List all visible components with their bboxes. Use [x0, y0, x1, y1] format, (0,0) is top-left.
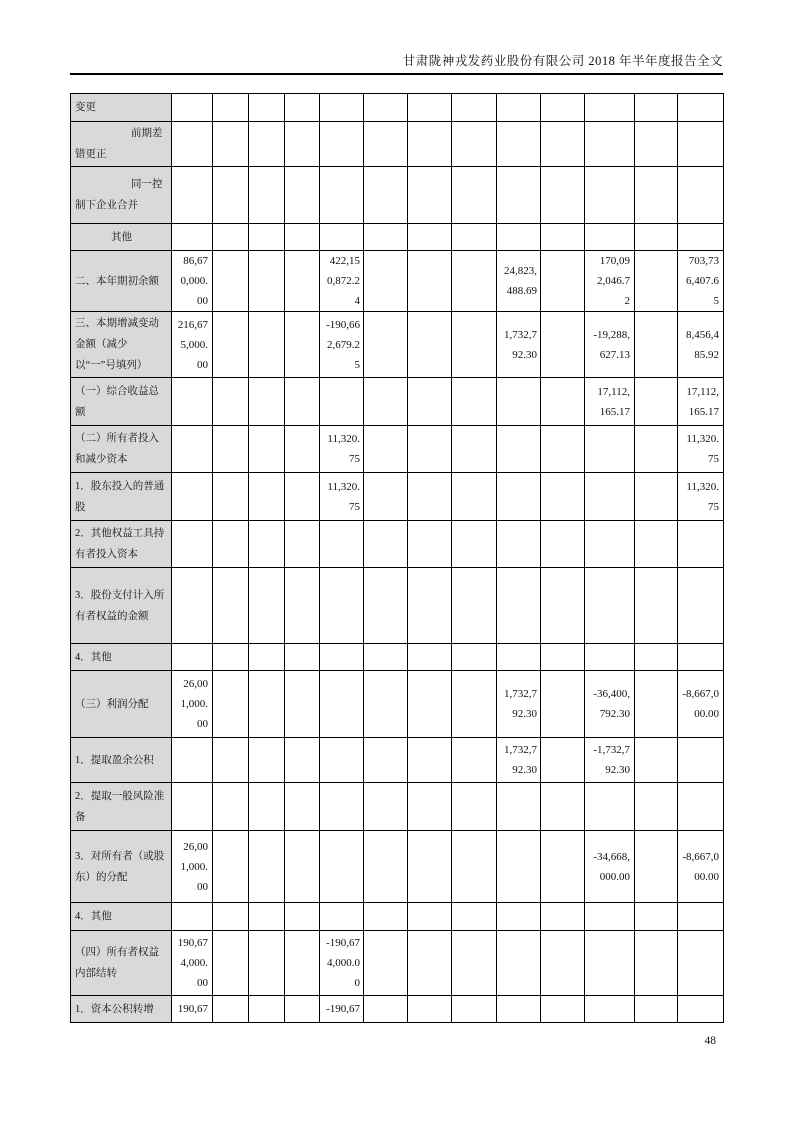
- value-cell: [452, 94, 497, 122]
- value-cell: [541, 224, 585, 251]
- value-cell: 1,732,792.30: [497, 738, 541, 783]
- value-cell: 190,67: [172, 996, 213, 1023]
- value-cell: [172, 738, 213, 783]
- value-cell: 11,320.75: [678, 473, 724, 521]
- value-cell: [408, 568, 452, 644]
- value-cell: 86,670,000.00: [172, 251, 213, 312]
- value-cell: [541, 426, 585, 473]
- value-cell: [585, 996, 635, 1023]
- value-cell: [285, 473, 320, 521]
- value-cell: 190,674,000.00: [172, 931, 213, 996]
- row-label: 3．对所有者（或股东）的分配: [71, 831, 172, 903]
- value-cell: [249, 473, 285, 521]
- value-cell: [635, 903, 678, 931]
- value-cell: [541, 568, 585, 644]
- value-cell: [408, 996, 452, 1023]
- value-cell: [213, 426, 249, 473]
- value-cell: [364, 94, 408, 122]
- value-cell: [408, 224, 452, 251]
- value-cell: [541, 251, 585, 312]
- row-label: 前期差错更正: [71, 122, 172, 167]
- value-cell: 703,736,407.65: [678, 251, 724, 312]
- value-cell: 422,150,872.24: [320, 251, 364, 312]
- value-cell: [452, 521, 497, 568]
- value-cell: [408, 378, 452, 426]
- value-cell: [541, 122, 585, 167]
- value-cell: 11,320.75: [320, 473, 364, 521]
- equity-change-table-body: [71, 94, 724, 1023]
- value-cell: [285, 644, 320, 671]
- value-cell: [172, 521, 213, 568]
- table-row: [71, 122, 724, 167]
- value-cell: [213, 122, 249, 167]
- value-cell: [497, 521, 541, 568]
- value-cell: [408, 783, 452, 831]
- value-cell: [678, 931, 724, 996]
- value-cell: [585, 426, 635, 473]
- value-cell: [364, 568, 408, 644]
- value-cell: -19,288,627.13: [585, 312, 635, 378]
- value-cell: [585, 568, 635, 644]
- value-cell: [364, 903, 408, 931]
- value-cell: [249, 738, 285, 783]
- value-cell: [497, 167, 541, 224]
- value-cell: [249, 521, 285, 568]
- value-cell: [285, 521, 320, 568]
- value-cell: [678, 738, 724, 783]
- value-cell: [497, 644, 541, 671]
- value-cell: [585, 167, 635, 224]
- value-cell: [635, 644, 678, 671]
- value-cell: [364, 931, 408, 996]
- value-cell: [585, 521, 635, 568]
- value-cell: [249, 996, 285, 1023]
- value-cell: [635, 521, 678, 568]
- value-cell: [285, 312, 320, 378]
- value-cell: [364, 738, 408, 783]
- value-cell: 216,675,000.00: [172, 312, 213, 378]
- value-cell: [285, 783, 320, 831]
- row-label: 1．股东投入的普通股: [71, 473, 172, 521]
- value-cell: [497, 831, 541, 903]
- value-cell: [452, 312, 497, 378]
- value-cell: [452, 426, 497, 473]
- value-cell: [408, 903, 452, 931]
- value-cell: [172, 426, 213, 473]
- value-cell: [408, 831, 452, 903]
- value-cell: [452, 903, 497, 931]
- value-cell: [408, 644, 452, 671]
- value-cell: -190,662,679.25: [320, 312, 364, 378]
- value-cell: [585, 224, 635, 251]
- equity-change-table: [70, 93, 724, 1023]
- value-cell: [408, 94, 452, 122]
- value-cell: [452, 167, 497, 224]
- value-cell: -190,67: [320, 996, 364, 1023]
- value-cell: [497, 94, 541, 122]
- value-cell: [285, 378, 320, 426]
- value-cell: [213, 473, 249, 521]
- value-cell: [249, 94, 285, 122]
- value-cell: [172, 644, 213, 671]
- value-cell: [320, 568, 364, 644]
- row-label: 2．其他权益工具持有者投入资本: [71, 521, 172, 568]
- value-cell: 26,001,000.00: [172, 671, 213, 738]
- value-cell: [213, 738, 249, 783]
- value-cell: [452, 831, 497, 903]
- value-cell: [408, 122, 452, 167]
- value-cell: -8,667,000.00: [678, 671, 724, 738]
- value-cell: [213, 94, 249, 122]
- value-cell: [320, 738, 364, 783]
- value-cell: [678, 167, 724, 224]
- value-cell: [285, 831, 320, 903]
- value-cell: [408, 738, 452, 783]
- value-cell: [249, 224, 285, 251]
- row-label: （二）所有者投入和减少资本: [71, 426, 172, 473]
- value-cell: [213, 831, 249, 903]
- value-cell: [635, 122, 678, 167]
- value-cell: [364, 122, 408, 167]
- row-label: 1．提取盈余公积: [71, 738, 172, 783]
- value-cell: [364, 996, 408, 1023]
- value-cell: [635, 426, 678, 473]
- row-label: 二、本年期初余额: [71, 251, 172, 312]
- value-cell: [678, 783, 724, 831]
- value-cell: [285, 251, 320, 312]
- value-cell: [541, 738, 585, 783]
- value-cell: [497, 568, 541, 644]
- value-cell: 1,732,792.30: [497, 312, 541, 378]
- value-cell: [320, 122, 364, 167]
- header-rule: [70, 73, 723, 75]
- value-cell: [635, 251, 678, 312]
- value-cell: [408, 251, 452, 312]
- row-label: 1．资本公积转增: [71, 996, 172, 1023]
- value-cell: [497, 473, 541, 521]
- value-cell: [678, 224, 724, 251]
- value-cell: [249, 251, 285, 312]
- table-row: [71, 671, 724, 738]
- value-cell: [497, 378, 541, 426]
- value-cell: [285, 738, 320, 783]
- value-cell: [585, 644, 635, 671]
- row-label: 2．提取一般风险准备: [71, 783, 172, 831]
- value-cell: [285, 931, 320, 996]
- value-cell: [452, 738, 497, 783]
- value-cell: [452, 378, 497, 426]
- value-cell: [635, 378, 678, 426]
- value-cell: -8,667,000.00: [678, 831, 724, 903]
- value-cell: 26,001,000.00: [172, 831, 213, 903]
- table-row: [71, 738, 724, 783]
- value-cell: [452, 671, 497, 738]
- value-cell: [172, 122, 213, 167]
- value-cell: [213, 903, 249, 931]
- value-cell: [408, 426, 452, 473]
- value-cell: [249, 122, 285, 167]
- value-cell: [635, 94, 678, 122]
- value-cell: [249, 671, 285, 738]
- value-cell: 1,732,792.30: [497, 671, 541, 738]
- table-row: [71, 312, 724, 378]
- value-cell: [172, 568, 213, 644]
- value-cell: [285, 122, 320, 167]
- row-label: （三）利润分配: [71, 671, 172, 738]
- value-cell: [285, 996, 320, 1023]
- table-row: [71, 426, 724, 473]
- value-cell: [249, 644, 285, 671]
- value-cell: [320, 378, 364, 426]
- value-cell: [249, 931, 285, 996]
- page-number: 48: [704, 1035, 716, 1047]
- value-cell: [249, 167, 285, 224]
- report-header-title: 甘肃陇神戎发药业股份有限公司 2018 年半年度报告全文: [402, 54, 723, 68]
- value-cell: [541, 473, 585, 521]
- value-cell: [541, 167, 585, 224]
- value-cell: [320, 224, 364, 251]
- value-cell: 11,320.75: [320, 426, 364, 473]
- value-cell: [635, 831, 678, 903]
- table-row: [71, 783, 724, 831]
- value-cell: [172, 167, 213, 224]
- value-cell: [452, 224, 497, 251]
- value-cell: [213, 224, 249, 251]
- value-cell: [408, 312, 452, 378]
- value-cell: [364, 783, 408, 831]
- value-cell: [364, 312, 408, 378]
- value-cell: [635, 473, 678, 521]
- value-cell: [497, 783, 541, 831]
- value-cell: [320, 831, 364, 903]
- row-label: 4．其他: [71, 644, 172, 671]
- value-cell: [541, 671, 585, 738]
- value-cell: [320, 903, 364, 931]
- value-cell: [585, 903, 635, 931]
- row-label: 同一控制下企业合并: [71, 167, 172, 224]
- value-cell: [249, 903, 285, 931]
- row-label: 三、本期增减变动金额（减少以“一”号填列）: [71, 312, 172, 378]
- value-cell: [364, 378, 408, 426]
- value-cell: [408, 473, 452, 521]
- value-cell: [635, 224, 678, 251]
- value-cell: [249, 568, 285, 644]
- value-cell: [172, 783, 213, 831]
- value-cell: [678, 644, 724, 671]
- value-cell: [452, 783, 497, 831]
- value-cell: [585, 94, 635, 122]
- table-row: [71, 568, 724, 644]
- value-cell: [408, 931, 452, 996]
- value-cell: [678, 996, 724, 1023]
- value-cell: [541, 521, 585, 568]
- value-cell: [320, 94, 364, 122]
- row-label: （四）所有者权益内部结转: [71, 931, 172, 996]
- value-cell: [541, 903, 585, 931]
- value-cell: [678, 903, 724, 931]
- value-cell: [497, 931, 541, 996]
- value-cell: 8,456,485.92: [678, 312, 724, 378]
- table-row: [71, 903, 724, 931]
- value-cell: [635, 783, 678, 831]
- value-cell: [585, 783, 635, 831]
- value-cell: [541, 94, 585, 122]
- value-cell: [541, 996, 585, 1023]
- value-cell: [541, 931, 585, 996]
- value-cell: [249, 426, 285, 473]
- value-cell: [249, 831, 285, 903]
- value-cell: -1,732,792.30: [585, 738, 635, 783]
- value-cell: [213, 521, 249, 568]
- value-cell: [320, 521, 364, 568]
- value-cell: [497, 903, 541, 931]
- value-cell: [285, 94, 320, 122]
- value-cell: [213, 931, 249, 996]
- value-cell: [213, 644, 249, 671]
- value-cell: [172, 473, 213, 521]
- value-cell: -34,668,000.00: [585, 831, 635, 903]
- value-cell: 24,823,488.69: [497, 251, 541, 312]
- value-cell: [408, 167, 452, 224]
- value-cell: [497, 426, 541, 473]
- value-cell: -36,400,792.30: [585, 671, 635, 738]
- value-cell: [320, 671, 364, 738]
- value-cell: [213, 378, 249, 426]
- value-cell: [678, 122, 724, 167]
- value-cell: [635, 671, 678, 738]
- value-cell: -190,674,000.00: [320, 931, 364, 996]
- table-row: [71, 378, 724, 426]
- value-cell: [172, 903, 213, 931]
- value-cell: [285, 671, 320, 738]
- value-cell: [249, 783, 285, 831]
- value-cell: [635, 996, 678, 1023]
- value-cell: [585, 931, 635, 996]
- value-cell: [172, 224, 213, 251]
- value-cell: [364, 224, 408, 251]
- value-cell: [585, 473, 635, 521]
- value-cell: [364, 473, 408, 521]
- value-cell: [172, 94, 213, 122]
- value-cell: [497, 122, 541, 167]
- value-cell: [320, 167, 364, 224]
- value-cell: 17,112,165.17: [585, 378, 635, 426]
- value-cell: 11,320.75: [678, 426, 724, 473]
- value-cell: [172, 378, 213, 426]
- row-label: （一）综合收益总额: [71, 378, 172, 426]
- value-cell: [213, 167, 249, 224]
- value-cell: [364, 644, 408, 671]
- value-cell: [285, 224, 320, 251]
- value-cell: [364, 831, 408, 903]
- value-cell: [678, 568, 724, 644]
- value-cell: [320, 783, 364, 831]
- value-cell: [497, 224, 541, 251]
- value-cell: [635, 312, 678, 378]
- value-cell: [249, 378, 285, 426]
- value-cell: [541, 644, 585, 671]
- value-cell: 17,112,165.17: [678, 378, 724, 426]
- value-cell: [364, 671, 408, 738]
- value-cell: [285, 903, 320, 931]
- value-cell: [541, 831, 585, 903]
- value-cell: [364, 426, 408, 473]
- table-row: [71, 167, 724, 224]
- table-row: [71, 251, 724, 312]
- value-cell: [249, 312, 285, 378]
- value-cell: [452, 931, 497, 996]
- value-cell: [678, 521, 724, 568]
- value-cell: [452, 644, 497, 671]
- value-cell: [541, 378, 585, 426]
- value-cell: [678, 94, 724, 122]
- table-row: [71, 224, 724, 251]
- table-row: [71, 473, 724, 521]
- value-cell: [213, 783, 249, 831]
- value-cell: [213, 671, 249, 738]
- value-cell: [452, 568, 497, 644]
- value-cell: [452, 996, 497, 1023]
- value-cell: [364, 167, 408, 224]
- value-cell: [635, 167, 678, 224]
- value-cell: [364, 251, 408, 312]
- value-cell: [635, 568, 678, 644]
- value-cell: [408, 521, 452, 568]
- value-cell: [364, 521, 408, 568]
- table-row: [71, 996, 724, 1023]
- value-cell: [452, 251, 497, 312]
- value-cell: [285, 426, 320, 473]
- table-row: [71, 931, 724, 996]
- value-cell: [452, 122, 497, 167]
- value-cell: [320, 644, 364, 671]
- value-cell: [541, 783, 585, 831]
- value-cell: [635, 931, 678, 996]
- row-label: 4．其他: [71, 903, 172, 931]
- table-row: [71, 521, 724, 568]
- value-cell: [285, 568, 320, 644]
- value-cell: [452, 473, 497, 521]
- row-label: 其他: [71, 224, 172, 251]
- value-cell: 170,092,046.72: [585, 251, 635, 312]
- value-cell: [541, 312, 585, 378]
- table-row: [71, 644, 724, 671]
- value-cell: [213, 996, 249, 1023]
- value-cell: [213, 251, 249, 312]
- value-cell: [213, 568, 249, 644]
- value-cell: [285, 167, 320, 224]
- value-cell: [408, 671, 452, 738]
- row-label: 3．股份支付计入所有者权益的金额: [71, 568, 172, 644]
- table-row: [71, 831, 724, 903]
- row-label: 变更: [71, 94, 172, 122]
- value-cell: [497, 996, 541, 1023]
- value-cell: [213, 312, 249, 378]
- value-cell: [635, 738, 678, 783]
- value-cell: [585, 122, 635, 167]
- table-row: [71, 94, 724, 122]
